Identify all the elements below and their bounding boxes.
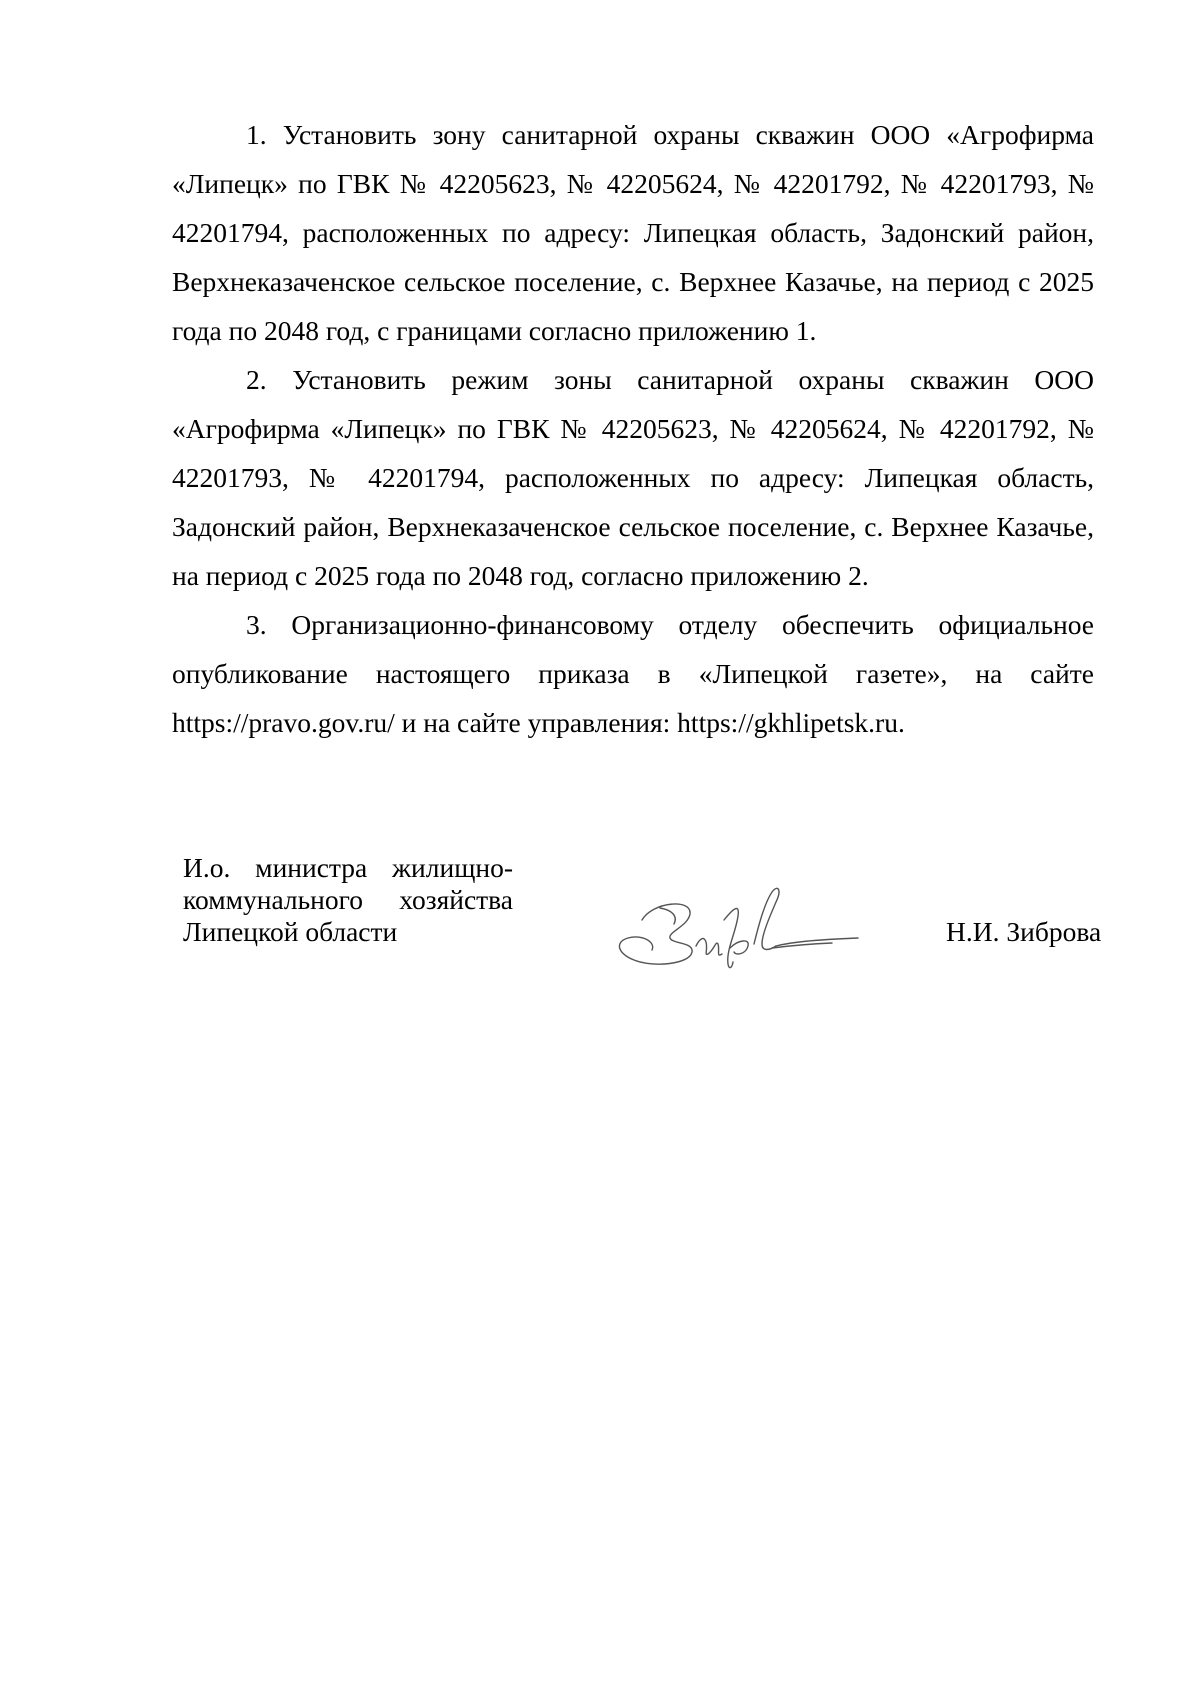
- paragraph-1: 1. Установить зону санитарной охраны скважин ООО «Агрофирма «Липецк» по ГВК № 42205623, № 42205624, № 42201792, № 42201793, № 42201794, расположенных по адресу: Липецкая область, Задонский район, Верхнеказаченское сельское поселение, с. Верхнее Казачье, на период с 2025 года по 2048 год, с границами согласно приложению 1.: [172, 119, 1094, 346]
- handwritten-signature-icon: [612, 880, 862, 972]
- signer-title-line: Липецкой области: [183, 916, 398, 947]
- paragraph-2: 2. Установить режим зоны санитарной охраны скважин ООО «Агрофирма «Липецк» по ГВК № 42205623, № 42205624, № 42201792, № 42201793, № 42201794, расположенных по адресу: Липецкая область, Задонский район, Верхнеказаченское сельское поселение, с. Верхнее Казачье, на период с 2025 года по 2048 год, согласно приложению 2.: [172, 364, 1094, 591]
- signer-name: Н.И. Зиброва: [946, 916, 1102, 947]
- signer-title-line: коммунального хозяйства: [183, 884, 513, 915]
- signer-title: [183, 852, 513, 948]
- signer-title-line: И.о. министра жилищно-: [183, 852, 513, 883]
- paragraph-3: 3. Организационно-финансовому отделу обеспечить официальное опубликование настоящего приказа в «Липецкой газете», на сайте https://pravo.gov.ru/ и на сайте управления: https://gkhlipetsk.ru.: [172, 609, 1094, 738]
